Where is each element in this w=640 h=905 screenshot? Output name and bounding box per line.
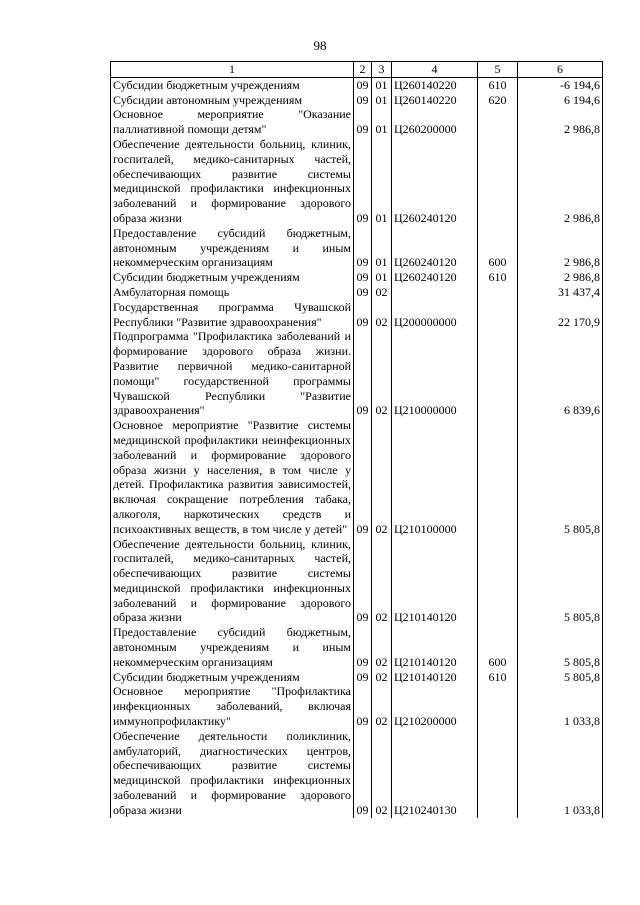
row-target-article: Ц260240120 [392, 137, 478, 226]
row-section: 09 [354, 625, 372, 669]
row-name: Основное мероприятие "Профилактика инфекционных заболеваний, включая иммунопрофилактику" [111, 684, 354, 728]
row-name: Обеспечение деятельности поликлиник, амбулаторий, диагностических центров, обеспечивающих развитие системы медицинской профилактики инфекционных заболеваний и формирование здорового образа жизни [111, 729, 354, 818]
row-section: 09 [354, 137, 372, 226]
row-subsection: 02 [372, 537, 392, 626]
page-number: 98 [313, 38, 327, 53]
table-row [111, 537, 603, 626]
row-subsection: 01 [372, 77, 392, 92]
row-subsection: 01 [372, 107, 392, 137]
row-section: 09 [354, 729, 372, 818]
row-name: Амбулаторная помощь [111, 285, 354, 300]
row-amount: 5 805,8 [518, 537, 603, 626]
row-expense-type [478, 137, 518, 226]
row-target-article [392, 285, 478, 300]
header-col-4: 4 [392, 62, 478, 78]
row-expense-type [478, 107, 518, 137]
row-name: Обеспечение деятельности больниц, клиник, госпиталей, медико-санитарных частей, обеспечивающих развитие системы медицинской профилактики инфекционных заболеваний и формирование здорового образа жизни [111, 537, 354, 626]
row-subsection: 01 [372, 137, 392, 226]
row-section: 09 [354, 285, 372, 300]
row-name: Обеспечение деятельности больниц, клиник, госпиталей, медико-санитарных частей, обеспечивающих развитие системы медицинской профилактики инфекционных заболеваний и формирование здорового образа жизни [111, 137, 354, 226]
row-section: 09 [354, 537, 372, 626]
row-subsection: 02 [372, 285, 392, 300]
table-row [111, 418, 603, 536]
row-amount: 1 033,8 [518, 684, 603, 728]
row-target-article: Ц210140120 [392, 670, 478, 685]
row-expense-type [478, 329, 518, 418]
row-name: Субсидии бюджетным учреждениям [111, 670, 354, 685]
table-row [111, 329, 603, 418]
row-amount: 5 805,8 [518, 418, 603, 536]
row-amount: 22 170,9 [518, 300, 603, 330]
row-amount: 31 437,4 [518, 285, 603, 300]
row-expense-type: 610 [478, 670, 518, 685]
row-target-article: Ц260200000 [392, 107, 478, 137]
row-section: 09 [354, 93, 372, 108]
row-name: Государственная программа Чувашской Республики "Развитие здравоохранения" [111, 300, 354, 330]
row-subsection: 02 [372, 684, 392, 728]
row-target-article: Ц210140120 [392, 537, 478, 626]
row-target-article: Ц260140220 [392, 93, 478, 108]
table-row [111, 270, 603, 285]
row-amount: 6 839,6 [518, 329, 603, 418]
table-body [111, 77, 603, 817]
row-target-article: Ц210000000 [392, 329, 478, 418]
table-row [111, 137, 603, 226]
row-target-article: Ц260140220 [392, 77, 478, 92]
row-subsection: 02 [372, 729, 392, 818]
row-amount: 2 986,8 [518, 226, 603, 270]
table-row [111, 107, 603, 137]
row-name: Подпрограмма "Профилактика заболеваний и формирование здорового образа жизни. Развитие первичной медико-санитарной помощи" государственной программы Чувашской Республики "Развитие здравоохранения" [111, 329, 354, 418]
row-amount: -6 194,6 [518, 77, 603, 92]
row-name: Субсидии автономным учреждениям [111, 93, 354, 108]
row-expense-type [478, 300, 518, 330]
row-expense-type: 610 [478, 77, 518, 92]
header-col-2: 2 [354, 62, 372, 78]
row-target-article: Ц260240120 [392, 226, 478, 270]
row-subsection: 02 [372, 625, 392, 669]
row-amount: 6 194,6 [518, 93, 603, 108]
row-section: 09 [354, 270, 372, 285]
budget-table [110, 61, 603, 818]
row-expense-type [478, 729, 518, 818]
row-amount: 5 805,8 [518, 625, 603, 669]
row-expense-type [478, 418, 518, 536]
row-name: Основное мероприятие "Оказание паллиативной помощи детям" [111, 107, 354, 137]
row-subsection: 01 [372, 93, 392, 108]
row-expense-type: 600 [478, 226, 518, 270]
row-section: 09 [354, 418, 372, 536]
row-expense-type [478, 537, 518, 626]
row-name: Предоставление субсидий бюджетным, автономным учреждениям и иным некоммерческим организациям [111, 226, 354, 270]
table-row [111, 285, 603, 300]
table-row [111, 226, 603, 270]
row-section: 09 [354, 226, 372, 270]
row-subsection: 02 [372, 329, 392, 418]
table-row [111, 670, 603, 685]
row-expense-type: 620 [478, 93, 518, 108]
table-row [111, 729, 603, 818]
row-subsection: 02 [372, 300, 392, 330]
header-col-3: 3 [372, 62, 392, 78]
row-expense-type: 600 [478, 625, 518, 669]
row-name: Основное мероприятие "Развитие системы медицинской профилактики неинфекционных заболеваний и формирование здорового образа жизни у населения, в том числе у детей. Профилактика развития зависимостей, включая сокращение потребления табака, алкоголя, наркотических средств и психоактивных веществ, в том числе у детей" [111, 418, 354, 536]
row-target-article: Ц210140120 [392, 625, 478, 669]
row-subsection: 01 [372, 226, 392, 270]
row-target-article: Ц210200000 [392, 684, 478, 728]
row-expense-type: 610 [478, 270, 518, 285]
row-target-article: Ц260240120 [392, 270, 478, 285]
row-expense-type [478, 684, 518, 728]
row-subsection: 02 [372, 418, 392, 536]
row-name: Субсидии бюджетным учреждениям [111, 270, 354, 285]
row-name: Предоставление субсидий бюджетным, автономным учреждениям и иным некоммерческим организациям [111, 625, 354, 669]
header-col-5: 5 [478, 62, 518, 78]
row-section: 09 [354, 670, 372, 685]
row-amount: 2 986,8 [518, 137, 603, 226]
table-header-row [111, 62, 603, 78]
row-name: Субсидии бюджетным учреждениям [111, 77, 354, 92]
row-section: 09 [354, 300, 372, 330]
row-expense-type [478, 285, 518, 300]
header-col-6: 6 [518, 62, 603, 78]
row-section: 09 [354, 684, 372, 728]
row-subsection: 01 [372, 270, 392, 285]
table-row [111, 300, 603, 330]
table-row [111, 625, 603, 669]
header-col-1: 1 [111, 62, 354, 78]
row-amount: 5 805,8 [518, 670, 603, 685]
row-amount: 1 033,8 [518, 729, 603, 818]
row-target-article: Ц210100000 [392, 418, 478, 536]
row-target-article: Ц200000000 [392, 300, 478, 330]
row-amount: 2 986,8 [518, 270, 603, 285]
table-row [111, 93, 603, 108]
row-section: 09 [354, 107, 372, 137]
row-amount: 2 986,8 [518, 107, 603, 137]
row-section: 09 [354, 329, 372, 418]
row-section: 09 [354, 77, 372, 92]
table-row [111, 684, 603, 728]
row-target-article: Ц210240130 [392, 729, 478, 818]
table-row [111, 77, 603, 92]
row-subsection: 02 [372, 670, 392, 685]
